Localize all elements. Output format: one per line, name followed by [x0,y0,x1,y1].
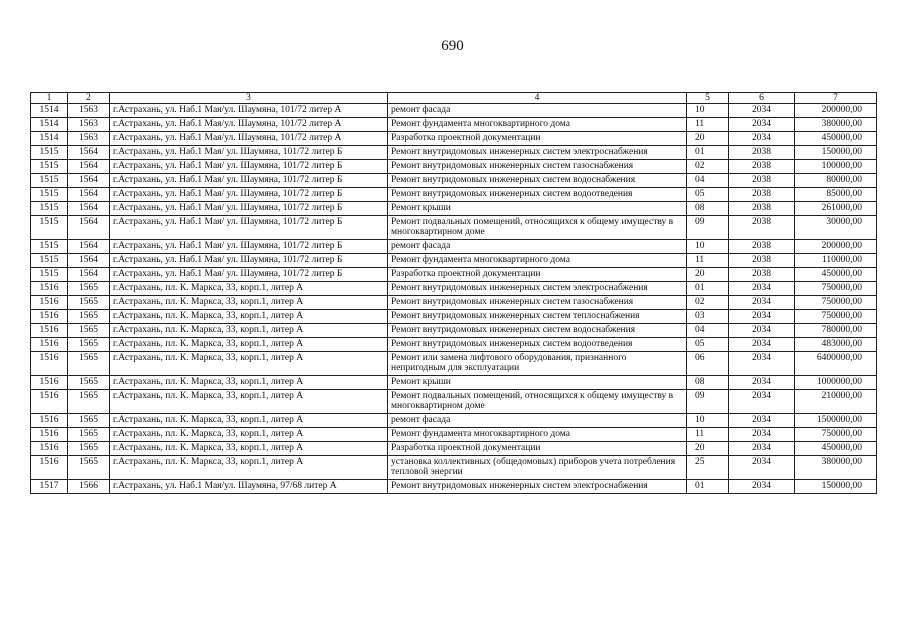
year-cell: 2038 [729,254,795,268]
cost-cell: 1500000,00 [795,414,877,428]
column-header: 1 [31,93,68,104]
work-type-cell: Ремонт фундамента многоквартирного дома [388,118,687,132]
table-row [31,202,877,216]
work-type-cell: Ремонт внутридомовых инженерных систем водоснабжения [388,174,687,188]
table-row [31,216,877,240]
cost-cell: 750000,00 [795,296,877,310]
row-number-cell: 1517 [31,480,68,494]
work-type-cell: Ремонт фундамента многоквартирного дома [388,254,687,268]
year-cell: 2034 [729,352,795,376]
work-type-cell: Ремонт внутридомовых инженерных систем электроснабжения [388,282,687,296]
address-cell: г.Астрахань, ул. Наб.1 Мая/ ул. Шаумяна, 101/72 литер Б [110,268,388,282]
work-type-cell: Ремонт внутридомовых инженерных систем газоснабжения [388,296,687,310]
work-type-cell: Ремонт внутридомовых инженерных систем электроснабжения [388,480,687,494]
work-code-cell: 10 [687,414,729,428]
address-cell: г.Астрахань, пл. К. Маркса, 33, корп.1, литер А [110,324,388,338]
address-cell: г.Астрахань, пл. К. Маркса, 33, корп.1, литер А [110,376,388,390]
year-cell: 2034 [729,118,795,132]
work-type-cell: Ремонт внутридомовых инженерных систем водоотведения [388,338,687,352]
table-row [31,118,877,132]
address-cell: г.Астрахань, ул. Наб.1 Мая/ ул. Шаумяна, 101/72 литер Б [110,240,388,254]
house-number-cell: 1564 [68,146,110,160]
address-cell: г.Астрахань, ул. Наб.1 Мая/ ул. Шаумяна, 101/72 литер Б [110,216,388,240]
row-number-cell: 1514 [31,118,68,132]
house-number-cell: 1565 [68,428,110,442]
row-number-cell: 1516 [31,352,68,376]
address-cell: г.Астрахань, ул. Наб.1 Мая/ул. Шаумяна, 101/72 литер А [110,118,388,132]
work-type-cell: Ремонт или замена лифтового оборудования, признанного непригодным для эксплуатации [388,352,687,376]
table-row [31,352,877,376]
work-code-cell: 11 [687,118,729,132]
year-cell: 2034 [729,132,795,146]
cost-cell: 261000,00 [795,202,877,216]
house-number-cell: 1564 [68,240,110,254]
house-number-cell: 1563 [68,104,110,118]
year-cell: 2034 [729,414,795,428]
cost-cell: 750000,00 [795,282,877,296]
cost-cell: 150000,00 [795,146,877,160]
house-number-cell: 1563 [68,118,110,132]
work-code-cell: 08 [687,202,729,216]
cost-cell: 150000,00 [795,480,877,494]
work-code-cell: 20 [687,268,729,282]
year-cell: 2034 [729,376,795,390]
column-header: 6 [729,93,795,104]
work-type-cell: Разработка проектной документации [388,132,687,146]
table-row [31,132,877,146]
house-number-cell: 1565 [68,324,110,338]
work-type-cell: ремонт фасада [388,104,687,118]
cost-cell: 1000000,00 [795,376,877,390]
work-type-cell: Ремонт внутридомовых инженерных систем теплоснабжения [388,310,687,324]
row-number-cell: 1516 [31,310,68,324]
year-cell: 2034 [729,442,795,456]
row-number-cell: 1516 [31,296,68,310]
table-row [31,324,877,338]
cost-cell: 6400000,00 [795,352,877,376]
address-cell: г.Астрахань, ул. Наб.1 Мая/ул. Шаумяна, 101/72 литер А [110,104,388,118]
address-cell: г.Астрахань, ул. Наб.1 Мая/ ул. Шаумяна, 101/72 литер Б [110,202,388,216]
row-number-cell: 1515 [31,240,68,254]
table-row [31,310,877,324]
table-row [31,174,877,188]
table-row [31,104,877,118]
house-number-cell: 1565 [68,414,110,428]
work-code-cell: 10 [687,104,729,118]
address-cell: г.Астрахань, ул. Наб.1 Мая/ ул. Шаумяна, 101/72 литер Б [110,146,388,160]
address-cell: г.Астрахань, пл. К. Маркса, 33, корп.1, литер А [110,414,388,428]
table-row [31,146,877,160]
work-code-cell: 04 [687,174,729,188]
year-cell: 2034 [729,104,795,118]
address-cell: г.Астрахань, ул. Наб.1 Мая/ ул. Шаумяна, 101/72 литер Б [110,174,388,188]
cost-cell: 750000,00 [795,428,877,442]
row-number-cell: 1514 [31,132,68,146]
year-cell: 2038 [729,240,795,254]
row-number-cell: 1516 [31,338,68,352]
cost-cell: 780000,00 [795,324,877,338]
year-cell: 2034 [729,480,795,494]
page-number: 690 [441,38,464,54]
year-cell: 2034 [729,296,795,310]
table-row [31,480,877,494]
row-number-cell: 1515 [31,254,68,268]
year-cell: 2034 [729,338,795,352]
cost-cell: 85000,00 [795,188,877,202]
cost-cell: 200000,00 [795,104,877,118]
work-code-cell: 20 [687,442,729,456]
cost-cell: 450000,00 [795,268,877,282]
work-type-cell: Ремонт внутридомовых инженерных систем водоотведения [388,188,687,202]
table-row [31,296,877,310]
cost-cell: 380000,00 [795,118,877,132]
address-cell: г.Астрахань, пл. К. Маркса, 33, корп.1, литер А [110,442,388,456]
year-cell: 2034 [729,310,795,324]
cost-cell: 450000,00 [795,442,877,456]
house-number-cell: 1565 [68,282,110,296]
work-code-cell: 05 [687,338,729,352]
work-type-cell: Ремонт внутридомовых инженерных систем газоснабжения [388,160,687,174]
address-cell: г.Астрахань, ул. Наб.1 Мая/ ул. Шаумяна, 101/72 литер Б [110,188,388,202]
work-code-cell: 01 [687,480,729,494]
row-number-cell: 1515 [31,188,68,202]
year-cell: 2038 [729,174,795,188]
work-code-cell: 03 [687,310,729,324]
cost-cell: 450000,00 [795,132,877,146]
address-cell: г.Астрахань, пл. К. Маркса, 33, корп.1, литер А [110,352,388,376]
capital-repair-table [30,92,877,494]
row-number-cell: 1515 [31,268,68,282]
column-header: 3 [110,93,388,104]
year-cell: 2038 [729,146,795,160]
table-row [31,414,877,428]
table-row [31,456,877,480]
row-number-cell: 1516 [31,442,68,456]
table-row [31,240,877,254]
work-type-cell: Ремонт крыши [388,202,687,216]
row-number-cell: 1515 [31,216,68,240]
house-number-cell: 1564 [68,202,110,216]
row-number-cell: 1515 [31,174,68,188]
address-cell: г.Астрахань, пл. К. Маркса, 33, корп.1, литер А [110,282,388,296]
row-number-cell: 1516 [31,414,68,428]
table-row [31,282,877,296]
work-type-cell: Разработка проектной документации [388,442,687,456]
address-cell: г.Астрахань, пл. К. Маркса, 33, корп.1, литер А [110,296,388,310]
year-cell: 2034 [729,428,795,442]
column-header: 5 [687,93,729,104]
table-row [31,428,877,442]
house-number-cell: 1564 [68,174,110,188]
table-row [31,160,877,174]
house-number-cell: 1565 [68,442,110,456]
table-row [31,254,877,268]
work-code-cell: 02 [687,296,729,310]
row-number-cell: 1515 [31,202,68,216]
work-code-cell: 09 [687,390,729,414]
work-code-cell: 09 [687,216,729,240]
address-cell: г.Астрахань, пл. К. Маркса, 33, корп.1, литер А [110,390,388,414]
cost-cell: 80000,00 [795,174,877,188]
work-type-cell: Ремонт крыши [388,376,687,390]
work-type-cell: ремонт фасада [388,240,687,254]
work-code-cell: 02 [687,160,729,174]
house-number-cell: 1566 [68,480,110,494]
work-type-cell: Ремонт фундамента многоквартирного дома [388,428,687,442]
house-number-cell: 1564 [68,254,110,268]
table-row [31,188,877,202]
house-number-cell: 1563 [68,132,110,146]
row-number-cell: 1516 [31,428,68,442]
cost-cell: 210000,00 [795,390,877,414]
work-type-cell: установка коллективных (общедомовых) приборов учета потребления тепловой энергии [388,456,687,480]
table-row [31,376,877,390]
work-code-cell: 08 [687,376,729,390]
address-cell: г.Астрахань, пл. К. Маркса, 33, корп.1, литер А [110,428,388,442]
year-cell: 2034 [729,456,795,480]
house-number-cell: 1565 [68,352,110,376]
address-cell: г.Астрахань, ул. Наб.1 Мая/ ул. Шаумяна, 101/72 литер Б [110,254,388,268]
year-cell: 2034 [729,390,795,414]
year-cell: 2038 [729,202,795,216]
work-code-cell: 25 [687,456,729,480]
address-cell: г.Астрахань, ул. Наб.1 Мая/ ул. Шаумяна, 101/72 литер Б [110,160,388,174]
row-number-cell: 1514 [31,104,68,118]
work-code-cell: 11 [687,254,729,268]
row-number-cell: 1516 [31,390,68,414]
year-cell: 2034 [729,282,795,296]
column-header: 2 [68,93,110,104]
row-number-cell: 1515 [31,146,68,160]
year-cell: 2038 [729,216,795,240]
row-number-cell: 1516 [31,324,68,338]
house-number-cell: 1565 [68,456,110,480]
table-row [31,338,877,352]
house-number-cell: 1564 [68,160,110,174]
row-number-cell: 1516 [31,376,68,390]
work-type-cell: Ремонт подвальных помещений, относящихся к общему имуществу в многоквартирном доме [388,216,687,240]
address-cell: г.Астрахань, пл. К. Маркса, 33, корп.1, литер А [110,456,388,480]
year-cell: 2038 [729,188,795,202]
row-number-cell: 1516 [31,456,68,480]
work-code-cell: 10 [687,240,729,254]
cost-cell: 750000,00 [795,310,877,324]
cost-cell: 30000,00 [795,216,877,240]
year-cell: 2038 [729,268,795,282]
house-number-cell: 1564 [68,268,110,282]
work-code-cell: 06 [687,352,729,376]
house-number-cell: 1565 [68,376,110,390]
work-type-cell: Ремонт внутридомовых инженерных систем электроснабжения [388,146,687,160]
table-row [31,268,877,282]
house-number-cell: 1564 [68,216,110,240]
work-code-cell: 20 [687,132,729,146]
work-code-cell: 04 [687,324,729,338]
address-cell: г.Астрахань, ул. Наб.1 Мая/ул. Шаумяна, 97/68 литер А [110,480,388,494]
row-number-cell: 1516 [31,282,68,296]
work-code-cell: 05 [687,188,729,202]
cost-cell: 100000,00 [795,160,877,174]
work-type-cell: Ремонт внутридомовых инженерных систем водоснабжения [388,324,687,338]
column-number-row [31,93,877,104]
address-cell: г.Астрахань, ул. Наб.1 Мая/ул. Шаумяна, 101/72 литер А [110,132,388,146]
address-cell: г.Астрахань, пл. К. Маркса, 33, корп.1, литер А [110,310,388,324]
house-number-cell: 1565 [68,338,110,352]
column-header: 7 [795,93,877,104]
work-type-cell: Ремонт подвальных помещений, относящихся к общему имуществу в многоквартирном доме [388,390,687,414]
house-number-cell: 1565 [68,310,110,324]
table-row [31,390,877,414]
work-code-cell: 01 [687,282,729,296]
cost-cell: 380000,00 [795,456,877,480]
address-cell: г.Астрахань, пл. К. Маркса, 33, корп.1, литер А [110,338,388,352]
cost-cell: 483000,00 [795,338,877,352]
work-code-cell: 01 [687,146,729,160]
year-cell: 2038 [729,160,795,174]
house-number-cell: 1565 [68,390,110,414]
work-type-cell: ремонт фасада [388,414,687,428]
work-type-cell: Разработка проектной документации [388,268,687,282]
house-number-cell: 1565 [68,296,110,310]
house-number-cell: 1564 [68,188,110,202]
work-code-cell: 11 [687,428,729,442]
cost-cell: 110000,00 [795,254,877,268]
cost-cell: 200000,00 [795,240,877,254]
column-header: 4 [388,93,687,104]
table-row [31,442,877,456]
year-cell: 2034 [729,324,795,338]
row-number-cell: 1515 [31,160,68,174]
